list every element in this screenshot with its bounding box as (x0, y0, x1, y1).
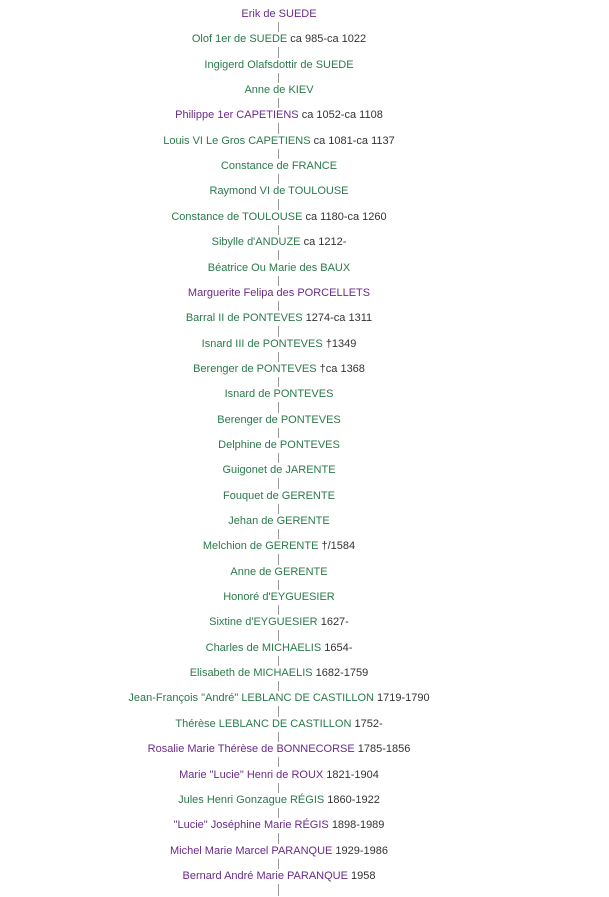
lineage-connector (278, 757, 279, 767)
lineage-entry (0, 287, 558, 300)
lineage-connector (278, 833, 279, 843)
lineage-entry (0, 769, 558, 782)
person-link[interactable]: Jehan de GERENTE (228, 515, 330, 527)
person-link[interactable]: Anne de KIEV (244, 84, 314, 97)
person-dates: 1898-1989 (331, 819, 385, 832)
person-dates: 1719-1790 (377, 692, 430, 705)
lineage-entry (0, 794, 558, 807)
person-link[interactable]: Berenger de PONTEVES (217, 413, 341, 426)
person-link[interactable]: Isnard III de PONTEVES (201, 337, 323, 350)
lineage-connector (278, 250, 279, 260)
lineage-entry (0, 515, 558, 528)
lineage-entry (0, 414, 558, 427)
person-link[interactable]: Isnard de PONTEVES (224, 388, 334, 401)
lineage-entry (0, 464, 558, 477)
lineage-entry (0, 718, 558, 731)
lineage-entry (0, 667, 558, 680)
lineage-connector (278, 453, 279, 463)
person-link[interactable]: Michel Marie Marcel PARANQUE (169, 844, 333, 857)
lineage-entry (0, 160, 558, 173)
lineage-entry (0, 185, 558, 198)
lineage-entry (0, 33, 558, 46)
person-link[interactable]: Berenger de PONTEVES (193, 362, 317, 375)
person-dates: 1860-1922 (327, 793, 380, 806)
lineage-entry (0, 490, 558, 503)
lineage-connector (278, 428, 279, 438)
lineage-connector (278, 225, 279, 235)
lineage-connector (278, 504, 279, 514)
lineage-connector (278, 681, 279, 691)
person-link[interactable]: Melchion de GERENTE (202, 540, 319, 553)
lineage-connector (278, 149, 279, 159)
person-link[interactable]: Thérèse LEBLANC DE CASTILLON (175, 717, 352, 730)
person-dates: 1752- (354, 717, 383, 730)
person-link[interactable]: Sibylle d'ANDUZE (211, 236, 301, 249)
person-dates: †1349 (325, 337, 357, 350)
person-link[interactable]: Béatrice Ou Marie des BAUX (207, 261, 351, 274)
lineage-connector (278, 174, 279, 184)
person-link[interactable]: Elisabeth de MICHAELIS (189, 667, 313, 680)
lineage-connector (278, 402, 279, 412)
lineage-connector (278, 706, 279, 716)
person-link[interactable]: Charles de MICHAELIS (205, 641, 322, 654)
lineage-connector (278, 276, 279, 286)
person-link[interactable]: Jean-François "André" LEBLANC DE CASTILLON (128, 692, 374, 705)
lineage-entry (0, 743, 558, 756)
lineage-entry (0, 566, 558, 579)
person-link[interactable]: Olof 1er de SUEDE (191, 33, 288, 46)
person-dates: ca 1052-ca 1108 (301, 109, 383, 122)
person-dates: 1654- (324, 641, 353, 654)
lineage-connector (278, 783, 279, 793)
lineage-entry (0, 870, 558, 883)
lineage-connector (278, 580, 279, 590)
person-dates: 1929-1986 (335, 844, 389, 857)
lineage-connector (278, 605, 279, 615)
person-link[interactable]: Raymond VI de TOULOUSE (209, 185, 349, 198)
lineage-connector (278, 47, 279, 57)
lineage-entry (0, 439, 558, 452)
person-dates: ca 1081-ca 1137 (313, 134, 395, 147)
lineage-connector (278, 22, 279, 32)
person-link[interactable]: Bernard André Marie PARANQUE (182, 869, 348, 882)
person-dates: †/1584 (321, 540, 356, 553)
lineage-connector (278, 352, 279, 362)
lineage-entry (0, 845, 558, 858)
lineage-connector (278, 808, 279, 818)
person-link[interactable]: Marguerite Felipa des PORCELLETS (187, 286, 371, 299)
person-dates: 1274-ca 1311 (305, 312, 373, 325)
lineage-entry (0, 236, 558, 249)
person-dates: 1958 (351, 869, 376, 882)
lineage-entry (0, 84, 558, 97)
lineage-connector (278, 859, 279, 869)
lineage-entry (0, 312, 558, 325)
person-dates: ca 1180-ca 1260 (305, 210, 387, 223)
lineage-connector (278, 630, 279, 640)
lineage-connector (278, 656, 279, 666)
lineage-connector (278, 326, 279, 336)
lineage-entry (0, 262, 558, 275)
person-link[interactable]: Barral II de PONTEVES (185, 312, 303, 325)
person-link[interactable]: Fouquet de GERENTE (223, 489, 335, 502)
lineage-connector (278, 529, 279, 539)
person-dates: †ca 1368 (319, 362, 365, 375)
person-dates: ca 1212- (303, 236, 347, 249)
lineage-entry (0, 363, 558, 376)
person-link[interactable]: Erik de SUEDE (241, 8, 317, 20)
person-link[interactable]: Rosalie Marie Thérèse de BONNECORSE (147, 743, 355, 756)
person-link[interactable]: Louis VI Le Gros CAPETIENS (163, 134, 311, 147)
lineage-entry (0, 540, 558, 553)
person-link[interactable]: Delphine de PONTEVES (218, 438, 340, 451)
person-link[interactable]: Philippe 1er CAPETIENS (175, 109, 299, 122)
lineage-entry (0, 109, 558, 122)
person-link[interactable]: Sixtine d'EYGUESIER (209, 616, 318, 629)
lineage-connector (278, 377, 279, 387)
lineage-entry (0, 338, 558, 351)
lineage-connector (278, 301, 279, 311)
lineage-entry (0, 692, 558, 705)
lineage-connector (278, 732, 279, 742)
lineage-entry (0, 616, 558, 629)
lineage-connector-tail (278, 884, 279, 896)
person-dates: 1627- (320, 616, 349, 629)
person-link[interactable]: Anne de GERENTE (230, 565, 328, 578)
lineage-connector (278, 73, 279, 83)
lineage-entry (0, 819, 558, 832)
lineage-entry (0, 135, 558, 148)
person-link[interactable]: Marie "Lucie" Henri de ROUX (179, 768, 324, 781)
person-link[interactable]: Constance de FRANCE (220, 160, 338, 173)
lineage-connector (278, 123, 279, 133)
person-dates: 1682-1759 (315, 667, 369, 680)
person-link[interactable]: Jules Henri Gonzague RÉGIS (178, 793, 325, 806)
lineage-entry (0, 211, 558, 224)
person-link[interactable]: Constance de TOULOUSE (171, 210, 303, 223)
lineage-entry (0, 59, 558, 72)
lineage-connector (278, 554, 279, 564)
lineage-entry (0, 591, 558, 604)
person-link[interactable]: Guigonet de JARENTE (222, 464, 336, 477)
lineage-connector (278, 199, 279, 209)
person-link[interactable]: Ingigerd Olafsdottir de SUEDE (204, 58, 354, 71)
lineage-connector (278, 478, 279, 488)
person-dates: 1785-1856 (357, 743, 411, 756)
person-link[interactable]: "Lucie" Joséphine Marie RÉGIS (173, 819, 329, 832)
person-dates: 1821-1904 (326, 768, 379, 781)
lineage-entry (0, 642, 558, 655)
lineage-entry (0, 388, 558, 401)
lineage-connector (278, 98, 279, 108)
lineage-entry (0, 8, 558, 21)
person-dates: ca 985-ca 1022 (290, 33, 367, 46)
person-link[interactable]: Honoré d'EYGUESIER (223, 591, 335, 604)
